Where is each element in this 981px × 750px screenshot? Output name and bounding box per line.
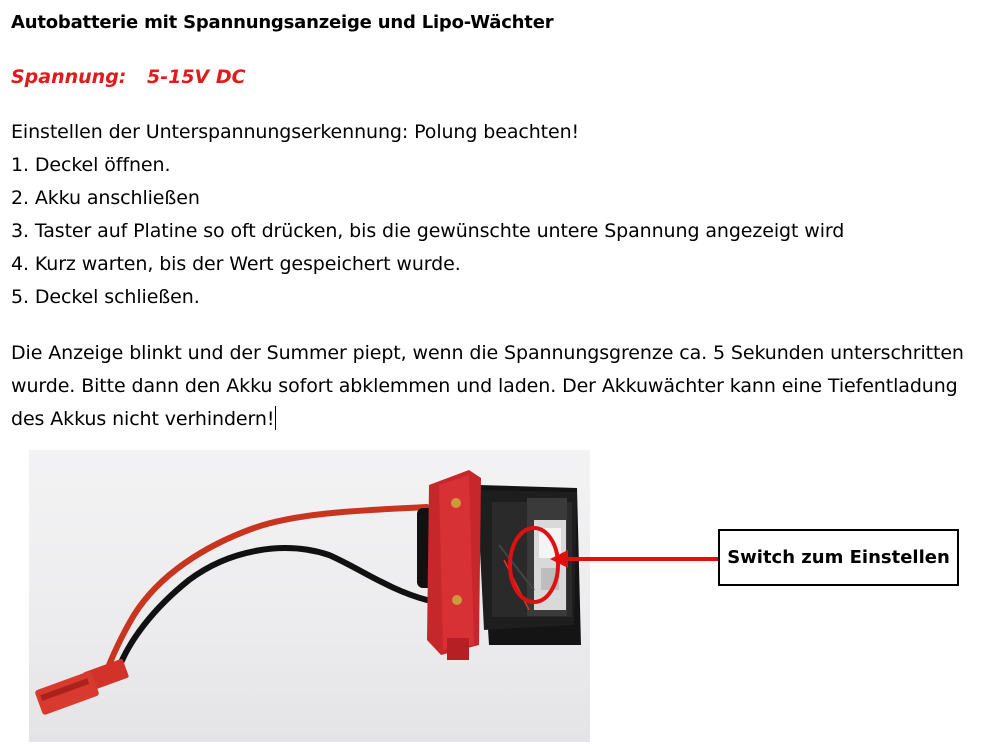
black-wire xyxy=(117,548,427,672)
callout-label: Switch zum Einstellen xyxy=(727,547,950,568)
setup-step-1: 1. Deckel öffnen. xyxy=(11,154,171,176)
warning-text: Die Anzeige blinkt und der Summer piept, wenn die Spannungsgrenze ca. 5 Sekunden unterschritten wurde. Bitte dann den Akku sofort abklemmen und laden. Der Akkuwächter kann eine Tiefentladung des Akkus nicht verhindern! xyxy=(11,342,964,430)
setup-step-5: 5. Deckel schließen. xyxy=(11,286,200,308)
setup-steps-list xyxy=(11,149,844,314)
voltage-spec xyxy=(11,66,246,88)
device-illustration xyxy=(29,450,590,742)
setup-step-2: 2. Akku anschließen xyxy=(11,187,200,209)
voltage-value: 5-15V DC xyxy=(147,66,246,88)
red-wire xyxy=(107,507,427,670)
setup-intro: Einstellen der Unterspannungserkennung: Polung beachten! xyxy=(11,121,580,143)
setup-step-4: 4. Kurz warten, bis der Wert gespeichert wurde. xyxy=(11,253,461,275)
callout-box xyxy=(718,529,959,586)
document-title: Autobatterie mit Spannungsanzeige und Lipo-Wächter xyxy=(11,12,554,33)
black-housing xyxy=(477,485,581,645)
red-lid xyxy=(427,470,481,660)
voltage-label: Spannung: xyxy=(11,66,127,88)
device-photo xyxy=(29,450,590,742)
jst-connector xyxy=(34,658,129,715)
text-cursor xyxy=(275,406,276,430)
warning-paragraph xyxy=(11,337,979,436)
setup-step-3: 3. Taster auf Platine so oft drücken, bis die gewünschte untere Spannung angezeigt wird xyxy=(11,220,845,242)
